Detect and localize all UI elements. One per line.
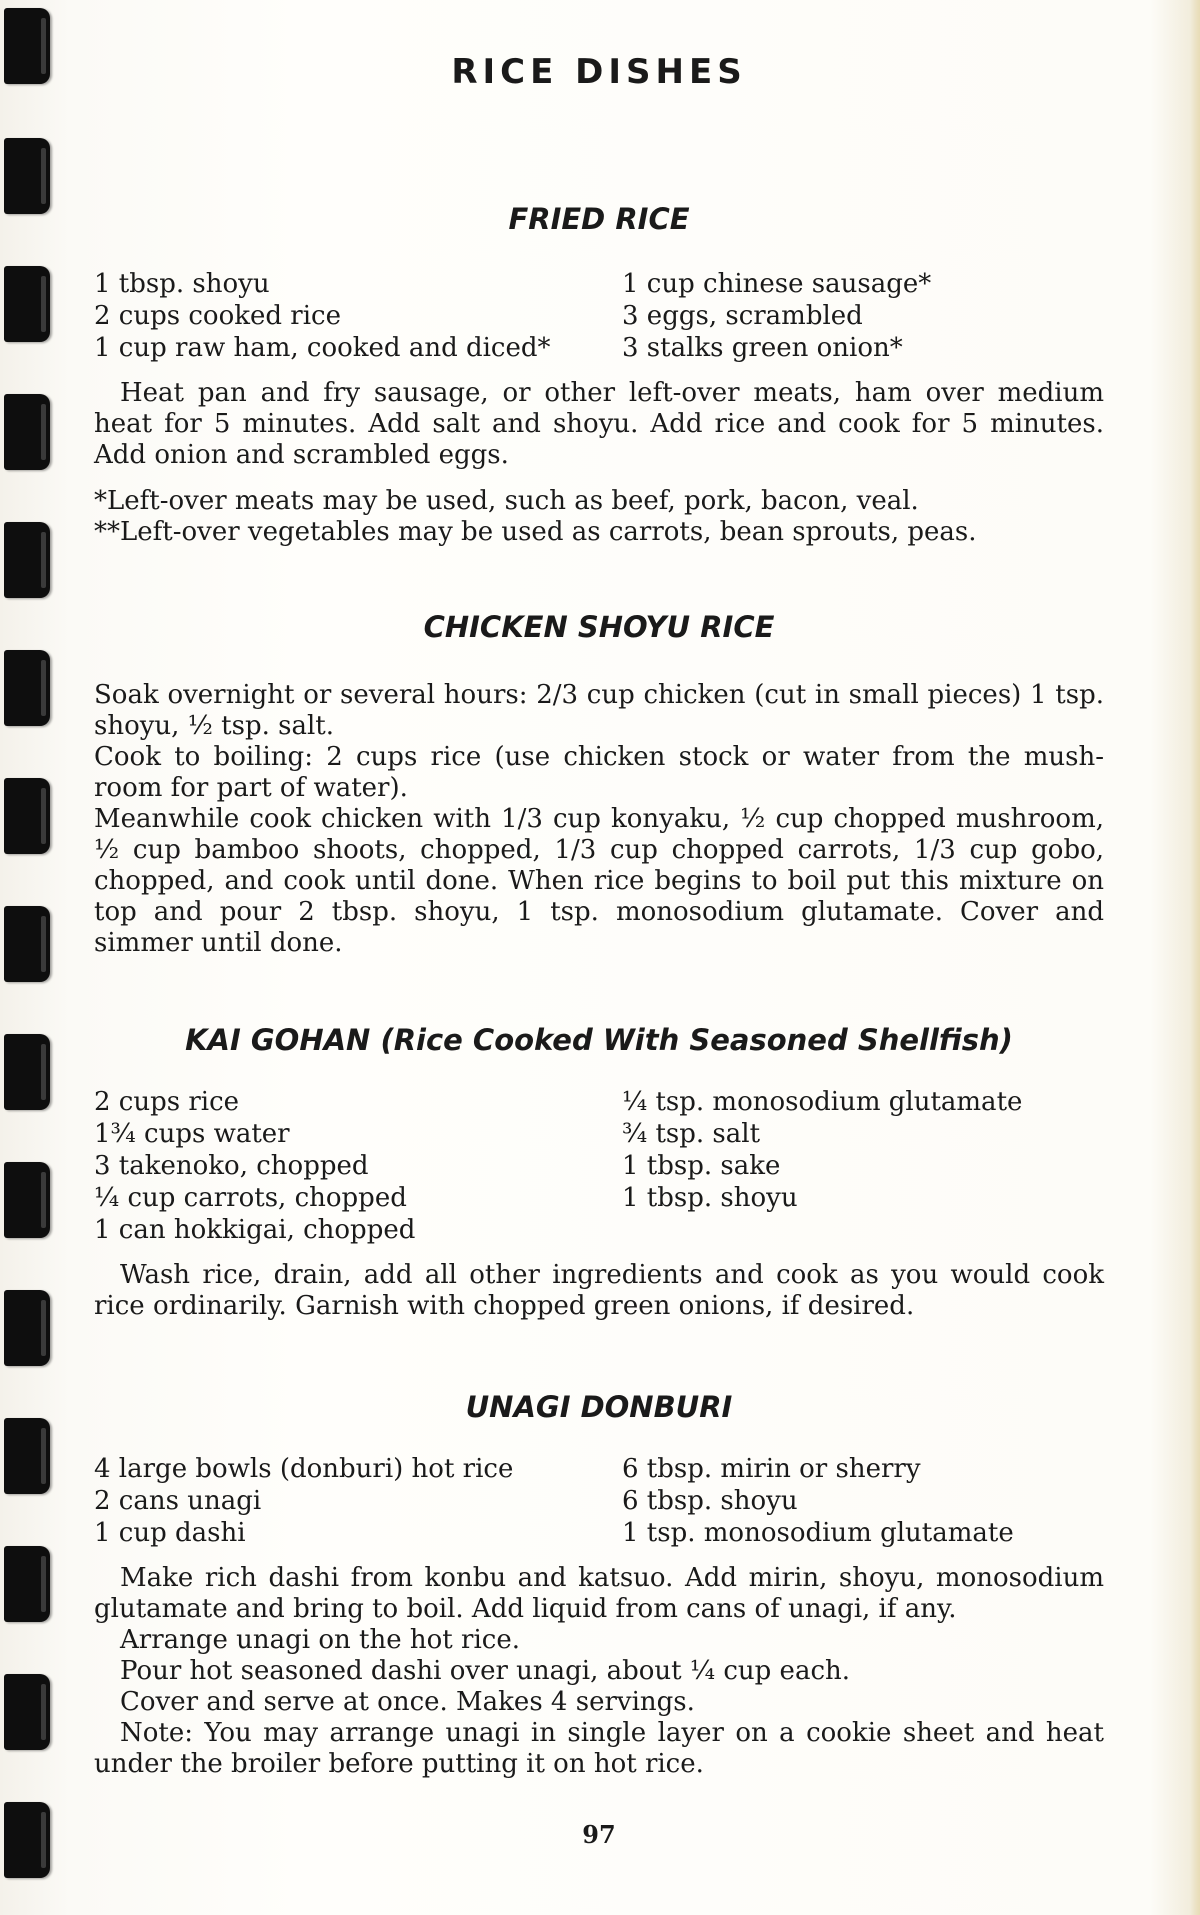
ingredient: 1¾ cups water (94, 1119, 290, 1149)
spiral-binding (0, 0, 60, 1915)
binding-tab (4, 906, 50, 982)
binding-tab (4, 1674, 50, 1750)
recipe-title-text: KAI GOHAN (185, 1023, 371, 1057)
binding-tab (4, 394, 50, 470)
page-edge (1190, 0, 1200, 1915)
directions-text: Cook to boiling: 2 cups rice (use chicken stock or water from the mush-room for part of water). (94, 742, 1104, 803)
ingredient: 1 tsp. monosodium glutamate (622, 1518, 1014, 1548)
ingredient: 2 cups rice (94, 1087, 240, 1117)
ingredient: ¼ cup carrots, chopped (94, 1183, 407, 1213)
ingredient: 1 cup chinese sausage* (622, 269, 932, 299)
directions-fried-rice (94, 378, 1104, 471)
directions-text: Wash rice, drain, add all other ingredients and cook as you would cook rice ordinarily. Garnish with chopped green onions, if desired. (94, 1260, 1104, 1321)
recipe-title-kai-gohan (94, 1023, 1104, 1057)
directions-text: Soak overnight or several hours: 2/3 cup chicken (cut in small pieces) 1 tsp. shoyu, ½ tsp. salt. (94, 680, 1104, 741)
directions-text: Arrange unagi on the hot rice. (120, 1625, 520, 1655)
ingredient: 3 eggs, scrambled (622, 301, 863, 331)
recipe-subtitle: (Rice Cooked With Seasoned Shellfish) (380, 1023, 1013, 1057)
ingredient: 4 large bowls (donburi) hot rice (94, 1454, 514, 1484)
ingredient: ¼ tsp. monosodium glutamate (622, 1087, 1023, 1117)
page-number: 97 (582, 1820, 616, 1849)
binding-tab (4, 1290, 50, 1366)
directions-unagi-donburi (94, 1563, 1104, 1780)
ingredient: 1 tbsp. sake (622, 1151, 781, 1181)
binding-tab (4, 650, 50, 726)
binding-tab (4, 1162, 50, 1238)
binding-tab (4, 778, 50, 854)
directions-text: Pour hot seasoned dashi over unagi, about ¼ cup each. (120, 1656, 851, 1686)
binding-tab (4, 1034, 50, 1110)
page-title: RICE DISHES (451, 52, 747, 92)
recipe-title-chicken-shoyu-rice: CHICKEN SHOYU RICE (423, 610, 775, 644)
binding-tab (4, 266, 50, 342)
ingredient: 1 cup raw ham, cooked and diced* (94, 333, 551, 363)
footnote: *Left-over meats may be used, such as beef, pork, bacon, veal. (94, 486, 919, 516)
recipe-title-unagi-donburi: UNAGI DONBURI (465, 1390, 733, 1424)
ingredient: 2 cans unagi (94, 1486, 262, 1516)
binding-tab (4, 8, 50, 84)
directions-text: Make rich dashi from konbu and katsuo. Add mirin, shoyu, monosodium glutamate and bring to boil. Add liquid from cans of unagi, if any. (94, 1563, 1104, 1624)
directions-chicken-shoyu-rice (94, 680, 1104, 959)
ingredient: 1 tbsp. shoyu (94, 269, 270, 299)
ingredient: 3 stalks green onion* (622, 333, 903, 363)
directions-text: Heat pan and fry sausage, or other left-over meats, ham over medium heat for 5 minutes. Add salt and shoyu. Add rice and cook for 5 minutes. Add onion and scrambled eggs. (94, 378, 1104, 470)
binding-tab (4, 1418, 50, 1494)
directions-text: Cover and serve at once. Makes 4 servings. (120, 1687, 695, 1717)
directions-text: Meanwhile cook chicken with 1/3 cup konyaku, ½ cup chopped mushroom, ½ cup bamboo shoots, chopped, 1/3 cup chopped carrots, 1/3 cup gobo, chopped, and cook until done. When rice begins to boil put this mixture on top and pour 2 tbsp. shoyu, 1 tsp. monosodium glutamate. Cover and simmer until done. (94, 804, 1104, 958)
ingredient: 6 tbsp. mirin or sherry (622, 1454, 921, 1484)
binding-tab (4, 1802, 50, 1878)
ingredient: 1 tbsp. shoyu (622, 1183, 798, 1213)
notes-fried-rice (94, 486, 1104, 548)
ingredient: 6 tbsp. shoyu (622, 1486, 798, 1516)
ingredient: ¾ tsp. salt (622, 1119, 761, 1149)
binding-tab (4, 138, 50, 214)
footnote: **Left-over vegetables may be used as carrots, bean sprouts, peas. (94, 517, 977, 547)
recipe-title-fried-rice: FRIED RICE (508, 202, 690, 236)
directions-note: Note: You may arrange unagi in single layer on a cookie sheet and heat under the broiler before putting it on hot rice. (94, 1718, 1104, 1779)
ingredient: 2 cups cooked rice (94, 301, 341, 331)
directions-kai-gohan (94, 1260, 1104, 1322)
ingredient: 1 cup dashi (94, 1518, 246, 1548)
binding-tab (4, 522, 50, 598)
binding-tab (4, 1546, 50, 1622)
ingredient: 1 can hokkigai, chopped (94, 1215, 416, 1245)
ingredient: 3 takenoko, chopped (94, 1151, 369, 1181)
